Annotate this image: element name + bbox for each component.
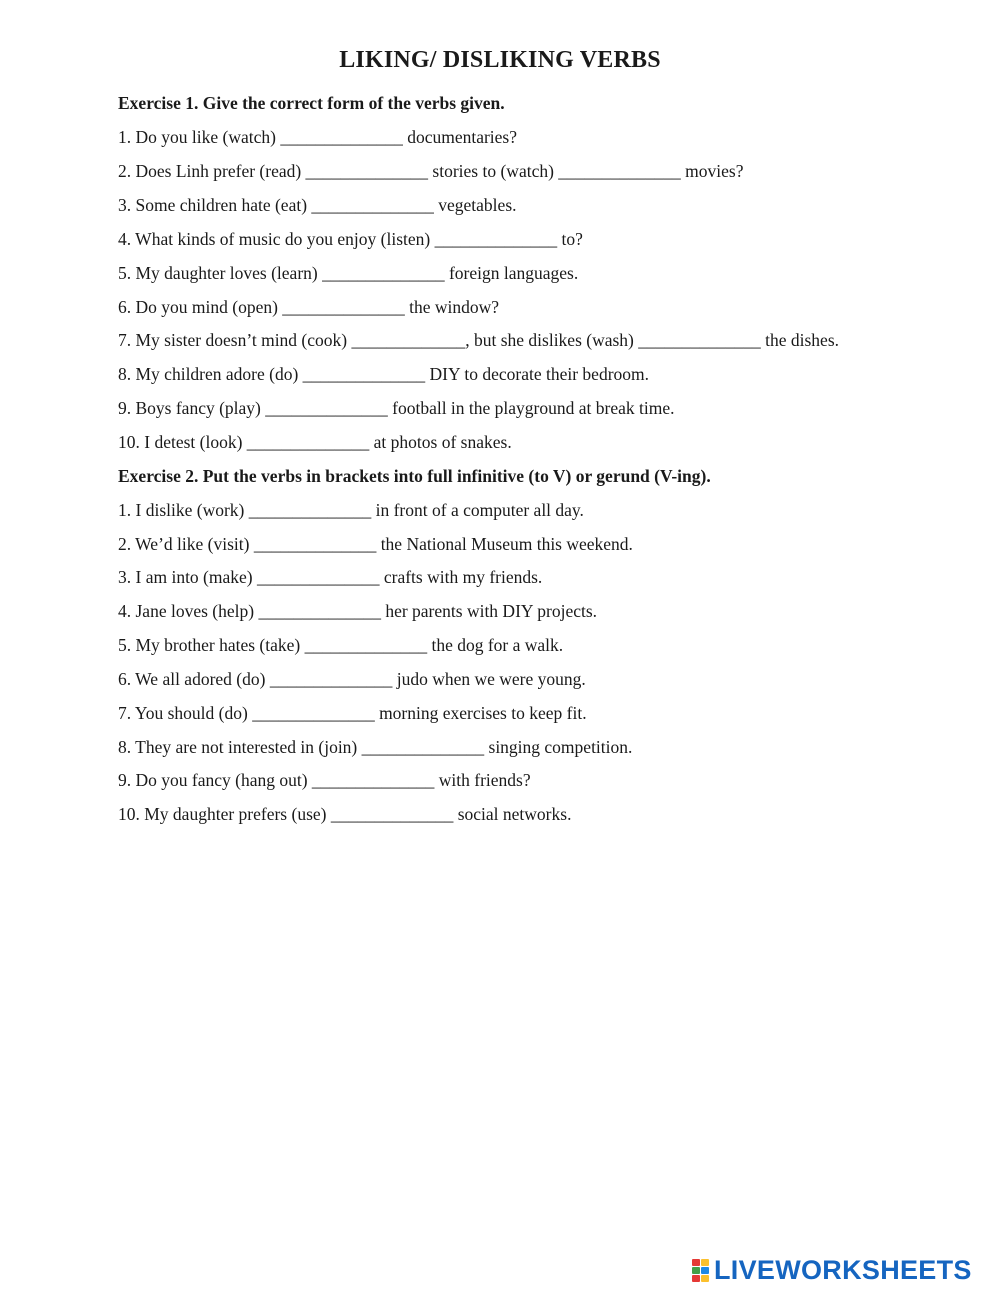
exercise-2-item: 7. You should (do) ______________ morning exercises to keep fit.: [118, 703, 587, 723]
exercise-2-item: 4. Jane loves (help) ______________ her parents with DIY projects.: [118, 601, 598, 621]
logo-text: LIVEWORKSHEETS: [714, 1255, 972, 1285]
exercise-2-item: 10. My daughter prefers (use) ______________ social networks.: [118, 804, 572, 824]
exercise-2-item: 9. Do you fancy (hang out) ______________ with friends?: [118, 770, 531, 790]
exercise-1-item: 8. My children adore (do) ______________ DIY to decorate their bedroom.: [118, 364, 650, 384]
exercise-1-item: 9. Boys fancy (play) ______________ football in the playground at break time.: [118, 398, 675, 418]
exercise-1-item: 7. My sister doesn’t mind (cook) _____________, but she dislikes (wash) ______________ the dishes.: [118, 330, 840, 350]
exercise-1-item: 6. Do you mind (open) ______________ the window?: [118, 297, 500, 317]
exercise-2-item: 2. We’d like (visit) ______________ the National Museum this weekend.: [118, 534, 633, 554]
page-title: LIKING/ DISLIKING VERBS: [339, 47, 661, 73]
exercise-2-item: 1. I dislike (work) ______________ in front of a computer all day.: [118, 500, 584, 520]
exercise-2-item: 8. They are not interested in (join) ______________ singing competition.: [118, 737, 633, 757]
liveworksheets-logo-icon: [692, 1258, 710, 1282]
exercise-2-item: 5. My brother hates (take) ______________ the dog for a walk.: [118, 635, 564, 655]
exercise-1-item: 1. Do you like (watch) ______________ documentaries?: [118, 127, 518, 147]
exercise-1-item: 2. Does Linh prefer (read) ______________ stories to (watch) ______________ movies?: [118, 161, 744, 181]
exercise-1-item: 3. Some children hate (eat) ______________ vegetables.: [118, 195, 517, 215]
exercise-1-item: 10. I detest (look) ______________ at photos of snakes.: [118, 432, 512, 452]
exercise-1-heading: Exercise 1. Give the correct form of the verbs given.: [118, 93, 505, 113]
exercise-1-item: 5. My daughter loves (learn) ______________ foreign languages.: [118, 263, 579, 283]
exercise-2-heading: Exercise 2. Put the verbs in brackets into full infinitive (to V) or gerund (V-ing).: [118, 466, 711, 486]
exercise-1-item: 4. What kinds of music do you enjoy (listen) ______________ to?: [118, 229, 583, 249]
exercise-2-item: 6. We all adored (do) ______________ judo when we were young.: [118, 669, 586, 689]
liveworksheets-logo[interactable]: [692, 1255, 972, 1285]
exercise-2-item: 3. I am into (make) ______________ crafts with my friends.: [118, 567, 543, 587]
